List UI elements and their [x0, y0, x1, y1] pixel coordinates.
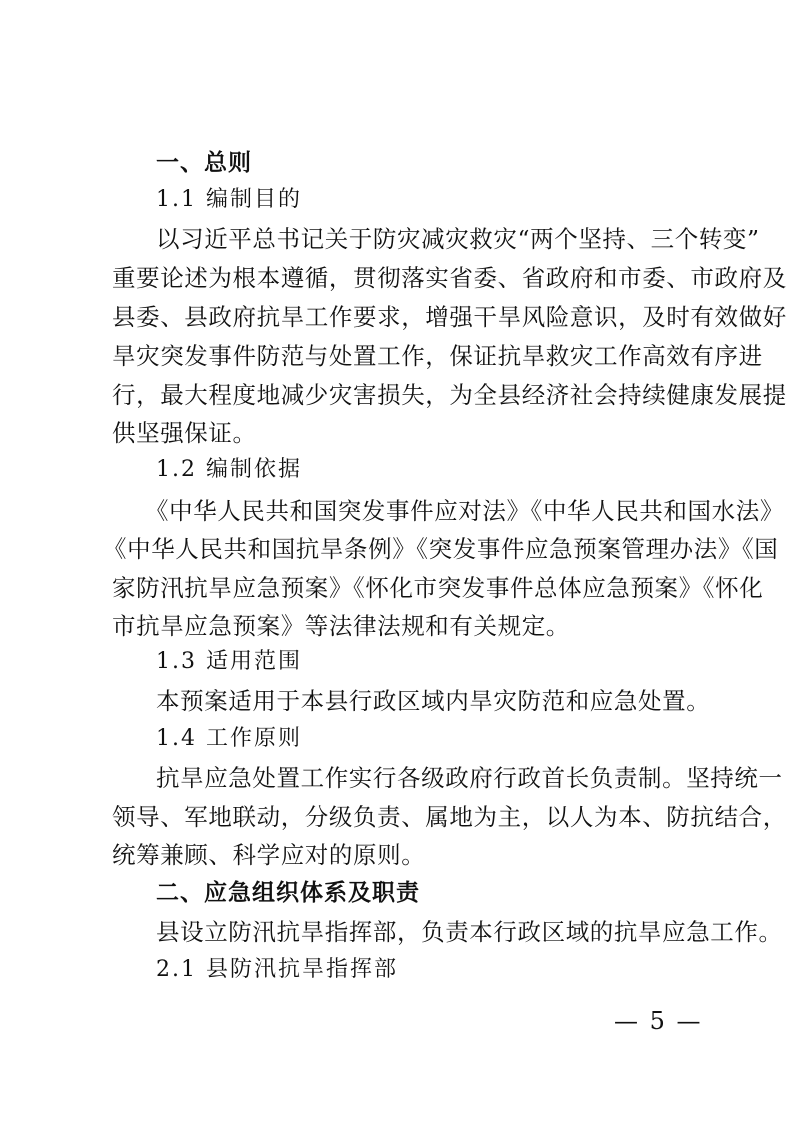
subsection-title-1-2: 1.2 编制依据 [156, 457, 302, 482]
paragraph-line: 《中华人民共和国突发事件应对法》《中华人民共和国水法》 [145, 497, 784, 525]
paragraph-line: 领导、军地联动，分级负责、属地为主，以人为本、防抗结合， [112, 803, 787, 831]
paragraph-line: 重要论述为根本遵循，贯彻落实省委、省政府和市委、市政府及 [112, 264, 787, 292]
paragraph-line: 以习近平总书记关于防灾减灾救灾“两个坚持、三个转变” [156, 225, 760, 253]
page-number: — 5 — [614, 1007, 703, 1035]
paragraph-line: 家防汛抗旱应急预案》《怀化市突发事件总体应急预案》《怀化 [112, 574, 764, 602]
section-heading-general: 一、总则 [156, 150, 252, 176]
paragraph-line: 供坚强保证。 [112, 419, 257, 447]
paragraph-line: 统筹兼顾、科学应对的原则。 [112, 841, 426, 869]
subsection-title-1-4: 1.4 工作原则 [156, 726, 302, 751]
paragraph-line: 旱灾突发事件防范与处置工作，保证抗旱救灾工作高效有序进 [112, 342, 763, 370]
section-heading-organization: 二、应急组织体系及职责 [156, 880, 420, 906]
paragraph-line: 抗旱应急处置工作实行各级政府行政首长负责制。坚持统一 [156, 764, 783, 792]
paragraph-line: 县委、县政府抗旱工作要求，增强干旱风险意识，及时有效做好 [112, 303, 787, 331]
subsection-title-1-1: 1.1 编制目的 [156, 187, 302, 212]
paragraph-line: 本预案适用于本县行政区域内旱灾防范和应急处置。 [156, 687, 711, 715]
subsection-title-1-3: 1.3 适用范围 [156, 649, 302, 674]
paragraph-line: 县设立防汛抗旱指挥部，负责本行政区域的抗旱应急工作。 [156, 918, 783, 946]
paragraph-line: 行，最大程度地减少灾害损失，为全县经济社会持续健康发展提 [112, 381, 787, 409]
subsection-title-2-1: 2.1 县防汛抗旱指挥部 [156, 957, 398, 982]
paragraph-line: 市抗旱应急预案》等法律法规和有关规定。 [112, 612, 570, 640]
paragraph-line: 《中华人民共和国抗旱条例》《突发事件应急预案管理办法》《国 [103, 535, 779, 563]
